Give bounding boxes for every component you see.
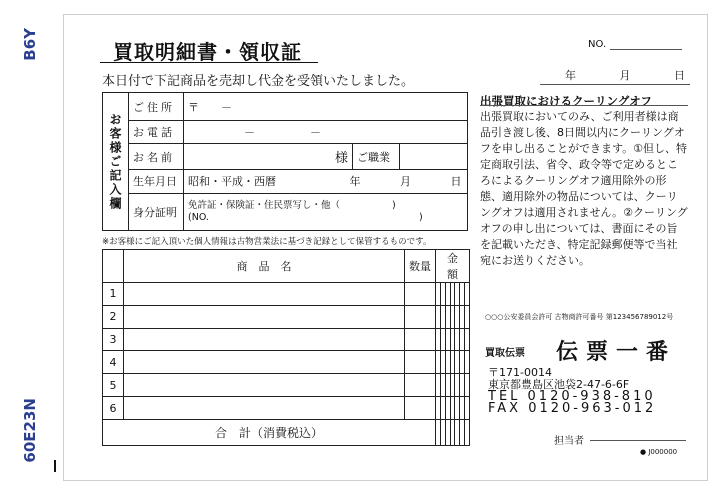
- birth-label: 生年月日: [129, 170, 184, 193]
- items-header-amount: 金 額: [436, 250, 470, 283]
- customer-section-label: お客様ご記入欄: [103, 93, 129, 231]
- cooling-off-heading: 出張買取におけるクーリングオフ: [480, 94, 652, 108]
- form-subtitle: 本日付で下記商品を売却し代金を受領いたしました。: [102, 74, 415, 89]
- privacy-note: ※お客様にご記入頂いた個人情報は古物営業法に基づき記録として保管するものです。: [102, 237, 432, 247]
- side-code-bottom: 60E23N: [21, 398, 39, 463]
- number-field[interactable]: [610, 49, 682, 50]
- row-number: 1: [103, 283, 124, 306]
- person-in-charge-label: 担当者: [554, 436, 584, 447]
- company-contact: [488, 391, 656, 415]
- phone-value: － －: [244, 126, 321, 140]
- occupation-field[interactable]: [400, 144, 468, 170]
- id-label: 身分証明: [129, 193, 184, 230]
- company-address-block: [488, 367, 629, 390]
- row-number: 4: [103, 351, 124, 374]
- items-header-num: [103, 250, 124, 283]
- company-address: 東京都豊島区池袋2-47-6-6F: [488, 377, 630, 391]
- cooling-off-divider: [480, 105, 688, 106]
- side-code-top: B6Y: [21, 28, 39, 61]
- birth-eras: 昭和・平成・西暦: [188, 175, 276, 189]
- company-fax: FAX 0120-963-012: [488, 401, 657, 416]
- item-row[interactable]: [103, 283, 470, 306]
- birth-field[interactable]: [184, 170, 468, 193]
- date-field[interactable]: [565, 67, 685, 83]
- date-underline: [540, 84, 690, 85]
- name-field[interactable]: [184, 144, 353, 170]
- name-suffix: 様: [334, 151, 348, 167]
- customer-table: [102, 92, 468, 231]
- address-value: 〒 －: [188, 100, 232, 114]
- row-number: 6: [103, 397, 124, 420]
- occupation-label: ご職業: [353, 144, 400, 170]
- birth-month: 月: [400, 175, 411, 189]
- phone-label: お電話: [129, 121, 184, 144]
- item-row[interactable]: [103, 351, 470, 374]
- form-title: 買取明細書・領収証: [113, 40, 302, 64]
- birth-day: 日: [450, 175, 462, 189]
- month-label: 月: [619, 69, 631, 82]
- item-row[interactable]: [103, 305, 470, 328]
- id-close-2: ): [418, 211, 423, 223]
- id-close-1: ): [392, 199, 396, 211]
- title-underline: [100, 62, 318, 63]
- number-label: NO.: [588, 39, 607, 50]
- total-row[interactable]: [103, 420, 470, 446]
- day-label: 日: [674, 69, 685, 82]
- address-label: ご住所: [129, 93, 184, 121]
- total-label: 合 計（消費税込）: [103, 420, 436, 446]
- item-row[interactable]: [103, 374, 470, 397]
- row-number: 3: [103, 328, 124, 351]
- person-in-charge-field[interactable]: [590, 440, 686, 441]
- phone-field[interactable]: [184, 121, 468, 144]
- form-code: ● J000000: [640, 448, 678, 456]
- id-field[interactable]: [184, 193, 468, 230]
- company-name: 伝票一番: [556, 340, 677, 365]
- company-tel: TEL 0120-938-810: [488, 389, 656, 404]
- row-number: 5: [103, 374, 124, 397]
- items-table: [102, 249, 480, 446]
- item-row[interactable]: [103, 328, 470, 351]
- name-label: お名前: [129, 144, 184, 170]
- row-number: 2: [103, 305, 124, 328]
- id-number: (NO.: [188, 211, 209, 223]
- permit-number: ○○○公安委員会許可 古物商許可番号 第123456789012号: [485, 313, 674, 321]
- birth-year: 年: [349, 175, 361, 189]
- address-field[interactable]: [184, 93, 468, 121]
- company-type-label: 買取伝票: [485, 348, 525, 359]
- item-row[interactable]: [103, 397, 470, 420]
- registration-mark: [54, 460, 56, 472]
- items-header-product: 商 品 名: [124, 250, 405, 283]
- cooling-off-body: 出張買取においてのみ、ご利用者様は商品引き渡し後、8日間以内にクーリングオフを申し出ることができます。①但し、特定商取引法、省令、政令等で定めるところによるクーリングオフ適用除外の形態、適用除外の物品については、クーリングオフは適用されません。②クーリングオフの申し出については、書面にその旨を記載いただき、特定記録郵便等で当社宛にお送りください。: [480, 110, 688, 267]
- company-postal: 〒171-0014: [488, 366, 552, 379]
- items-header-qty: 数量: [405, 250, 436, 283]
- year-label: 年: [565, 69, 576, 82]
- id-types: 免許証・保険証・住民票写し・他（: [188, 199, 341, 211]
